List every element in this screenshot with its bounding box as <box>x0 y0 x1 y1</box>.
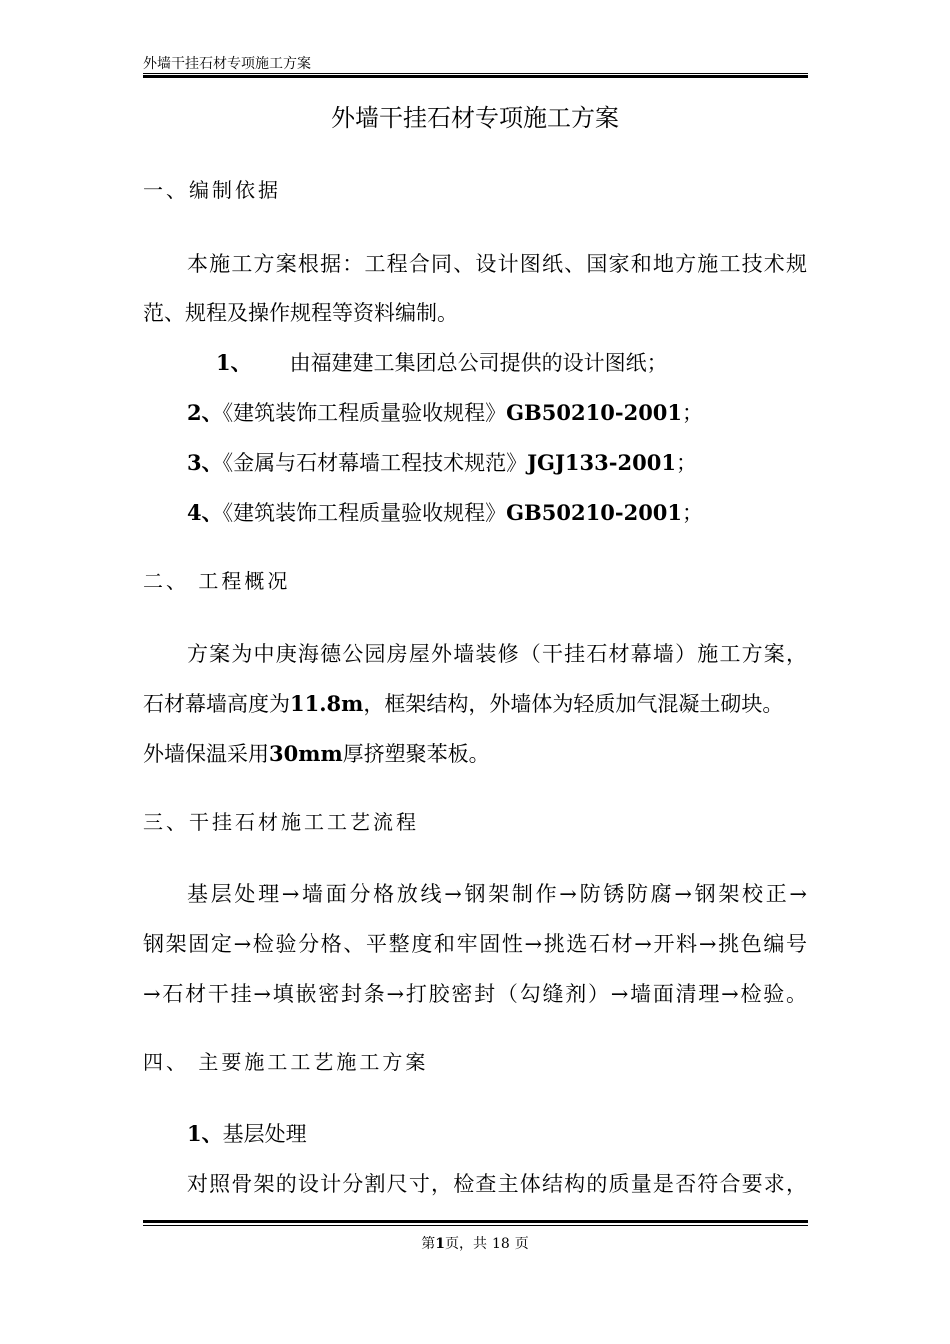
section-heading-4: 四、 主要施工工艺施工方案 <box>143 1050 429 1074</box>
paragraph-basis-line-1: 本施工方案根据：工程合同、设计图纸、国家和地方施工技术规 <box>187 252 807 276</box>
overview-line-1: 方案为中庚海德公园房屋外墙装修（干挂石材幕墙）施工方案， <box>187 642 807 666</box>
reference-item-1-text: 由福建建工集团总公司提供的设计图纸； <box>289 351 668 375</box>
process-flow-line-1: 基层处理→墙面分格放线→钢架制作→防锈防腐→钢架校正→ <box>187 882 807 906</box>
reference-item-3: 3、《金属与石材幕墙工程技术规范》JGJ133-2001； <box>187 450 697 475</box>
footer-rule-thick <box>143 1220 808 1223</box>
subsection-heading-1: 1、基层处理 <box>187 1121 307 1146</box>
page-number: 第1页，共 18 页 <box>421 1236 529 1252</box>
process-flow-line-3: →石材干挂→填嵌密封条→打胶密封（勾缝剂）→墙面清理→检验。 <box>143 982 807 1006</box>
section-heading-3: 三、干挂石材施工工艺流程 <box>143 810 419 834</box>
reference-item-2: 2、《建筑装饰工程质量验收规程》GB50210-2001； <box>187 400 704 425</box>
paragraph-basis-line-2: 范、规程及操作规程等资料编制。 <box>143 301 458 325</box>
insulation-thickness-value: 30mm <box>269 741 343 766</box>
overview-line-2: 石材幕墙高度为11.8m，框架结构，外墙体为轻质加气混凝土砌块。 <box>143 691 784 716</box>
current-page: 1 <box>435 1236 445 1252</box>
reference-item-1-number: 1、 <box>216 350 252 375</box>
footer-rule-thin <box>143 1225 808 1226</box>
total-pages: 18 <box>491 1236 510 1252</box>
wall-height-value: 11.8m <box>290 691 364 716</box>
process-flow-line-2: 钢架固定→检验分格、平整度和牢固性→挑选石材→开料→挑色编号 <box>143 932 807 956</box>
running-header: 外墙干挂石材专项施工方案 <box>143 56 311 72</box>
reference-item-1 <box>216 349 668 377</box>
overview-line-3: 外墙保温采用30mm厚挤塑聚苯板。 <box>143 741 490 766</box>
reference-item-4: 4、《建筑装饰工程质量验收规程》GB50210-2001； <box>187 500 704 525</box>
header-rule-thin <box>143 73 808 74</box>
base-treatment-line-1: 对照骨架的设计分割尺寸，检查主体结构的质量是否符合要求， <box>187 1172 807 1196</box>
reference-item-2-code: GB50210-2001 <box>506 400 683 425</box>
reference-item-3-code: JGJ133-2001 <box>527 450 676 475</box>
section-heading-2: 二、 工程概况 <box>143 569 291 593</box>
section-heading-1: 一、编制依据 <box>143 178 281 202</box>
document-title: 外墙干挂石材专项施工方案 <box>331 104 619 132</box>
header-rule-thick <box>143 75 808 78</box>
reference-item-4-code: GB50210-2001 <box>506 500 683 525</box>
